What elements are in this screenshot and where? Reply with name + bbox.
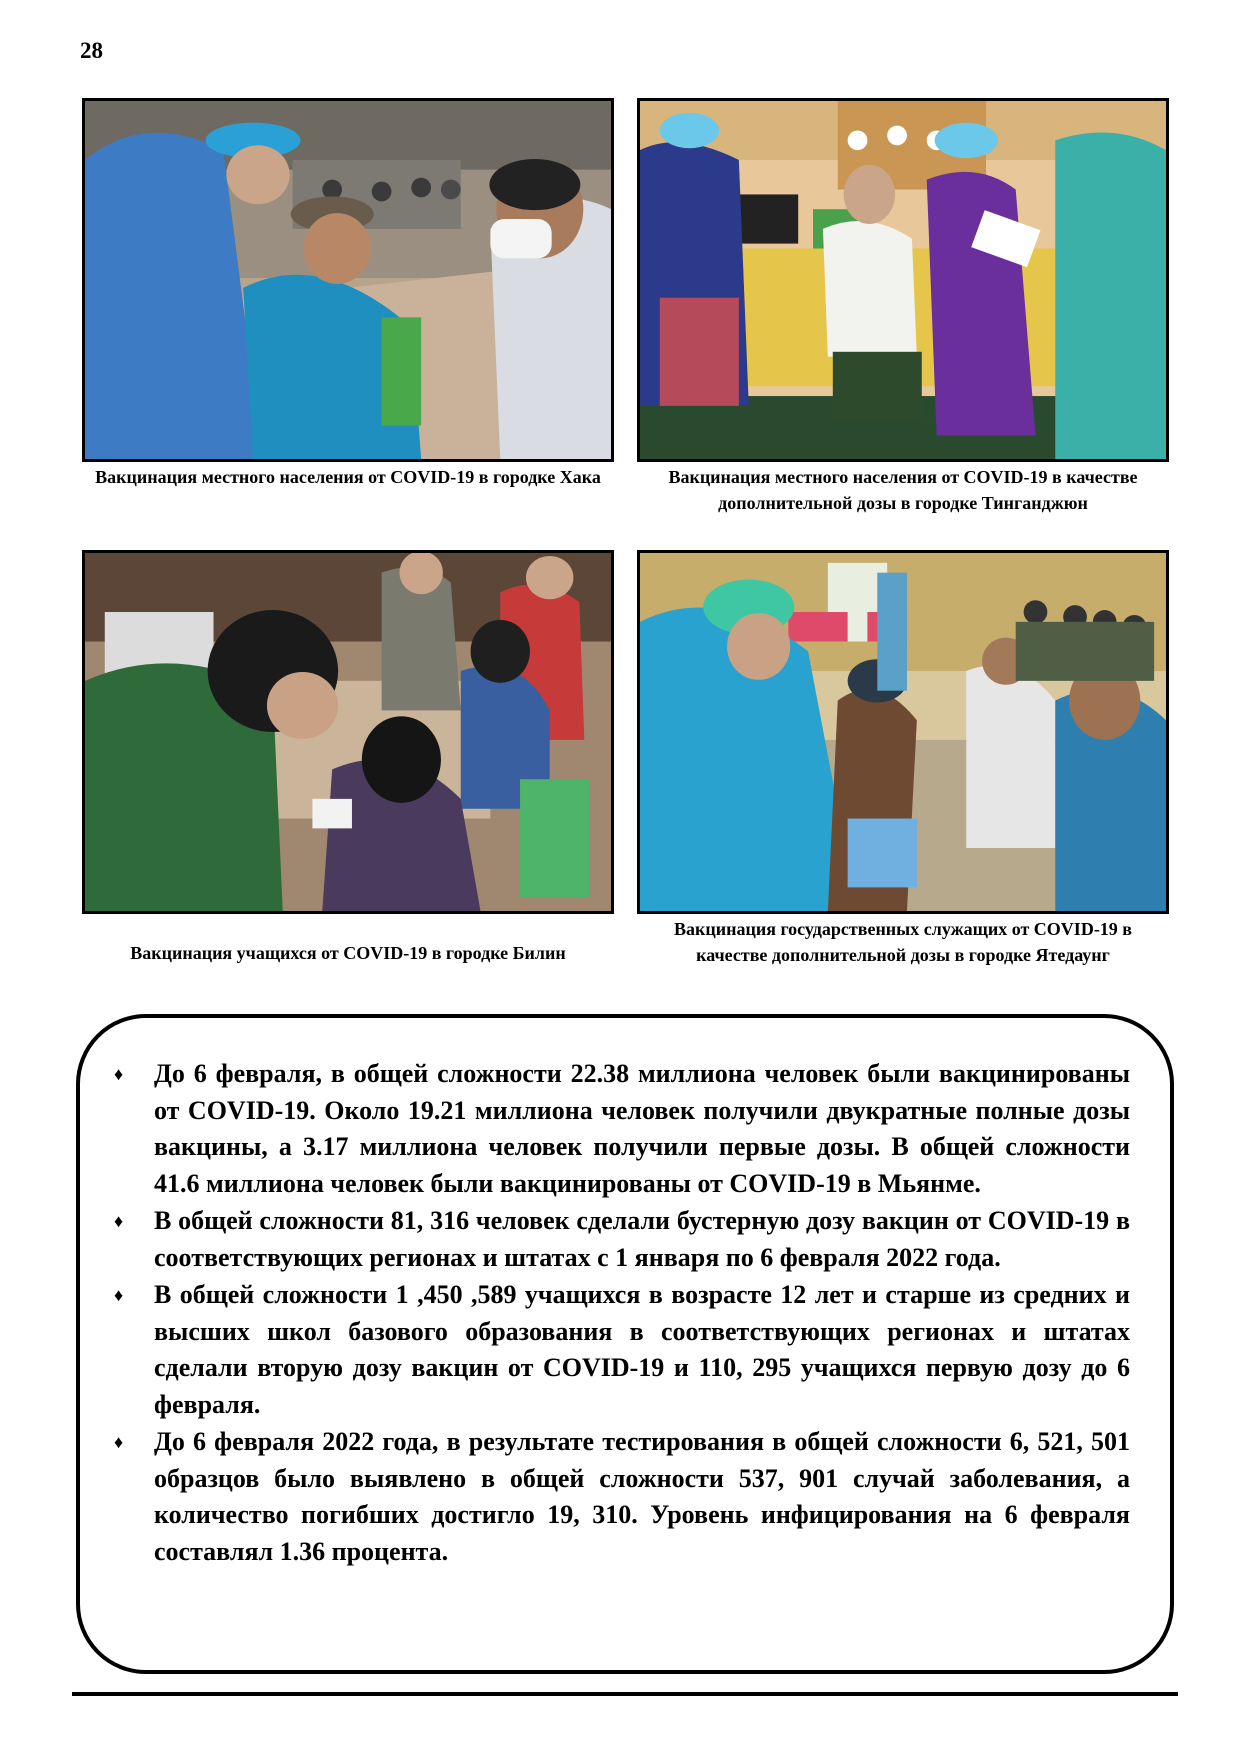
photo-hakha-vaccination: [82, 98, 614, 462]
summary-item: [110, 1203, 1130, 1276]
photo-bilin-students: [82, 550, 614, 914]
page-number: 28: [80, 38, 103, 63]
photo-caption-yatedaung: Вакцинация государственных служащих от COVID-19 в качестве дополнительной дозы в городке Ятедаунг: [673, 919, 1133, 965]
summary-item: [110, 1424, 1130, 1570]
summary-item-text: В общей сложности 81, 316 человек сделали бустерную дозу вакцин от COVID-19 в соответствующих регионах и штатах с 1 января по 6 февраля 2022 года.: [154, 1206, 1130, 1272]
diamond-bullet-icon: ♦: [114, 1211, 124, 1231]
diamond-bullet-icon: ♦: [114, 1432, 124, 1452]
summary-info-box: [76, 1014, 1174, 1674]
summary-item: [110, 1056, 1130, 1202]
summary-item-text: В общей сложности 1 ,450 ,589 учащихся в возрасте 12 лет и старше из средних и высших школ базового образования в соответствующих регионах и штатах сделали вторую дозу вакцин от COVID-19 и 110, 295 учащихся первую дозу до 6 февраля.: [154, 1280, 1130, 1419]
footer-divider: [72, 1692, 1178, 1696]
diamond-bullet-icon: ♦: [114, 1285, 124, 1305]
photo-caption-bilin: Вакцинация учащихся от COVID-19 в городке Билин: [130, 943, 566, 963]
photo-caption-hakha: Вакцинация местного населения от COVID-19 в городке Хака: [95, 467, 601, 487]
diamond-bullet-icon: ♦: [114, 1064, 124, 1084]
summary-item: [110, 1277, 1130, 1423]
photo-caption-tinganjun: Вакцинация местного населения от COVID-19 в качестве дополнительной дозы в городке Тинганджюн: [668, 467, 1138, 513]
photo-yatedaung-civil-servants: [637, 550, 1169, 914]
summary-item-text: До 6 февраля, в общей сложности 22.38 миллиона человек были вакцинированы от COVID-19. Около 19.21 миллиона человек получили двукратные полные дозы вакцины, а 3.17 миллиона человек получили первые дозы. В общей сложности 41.6 миллиона человек были вакцинированы от COVID-19 в Мьянме.: [154, 1059, 1130, 1198]
summary-bullet-list: [110, 1056, 1130, 1571]
photo-tinganjun-booster: [637, 98, 1169, 462]
summary-item-text: До 6 февраля 2022 года, в результате тестирования в общей сложности 6, 521, 501 образцов было выявлено в общей сложности 537, 901 случай заболевания, а количество погибших достигло 19, 310. Уровень инфицирования на 6 февраля составлял 1.36 процента.: [154, 1427, 1130, 1566]
